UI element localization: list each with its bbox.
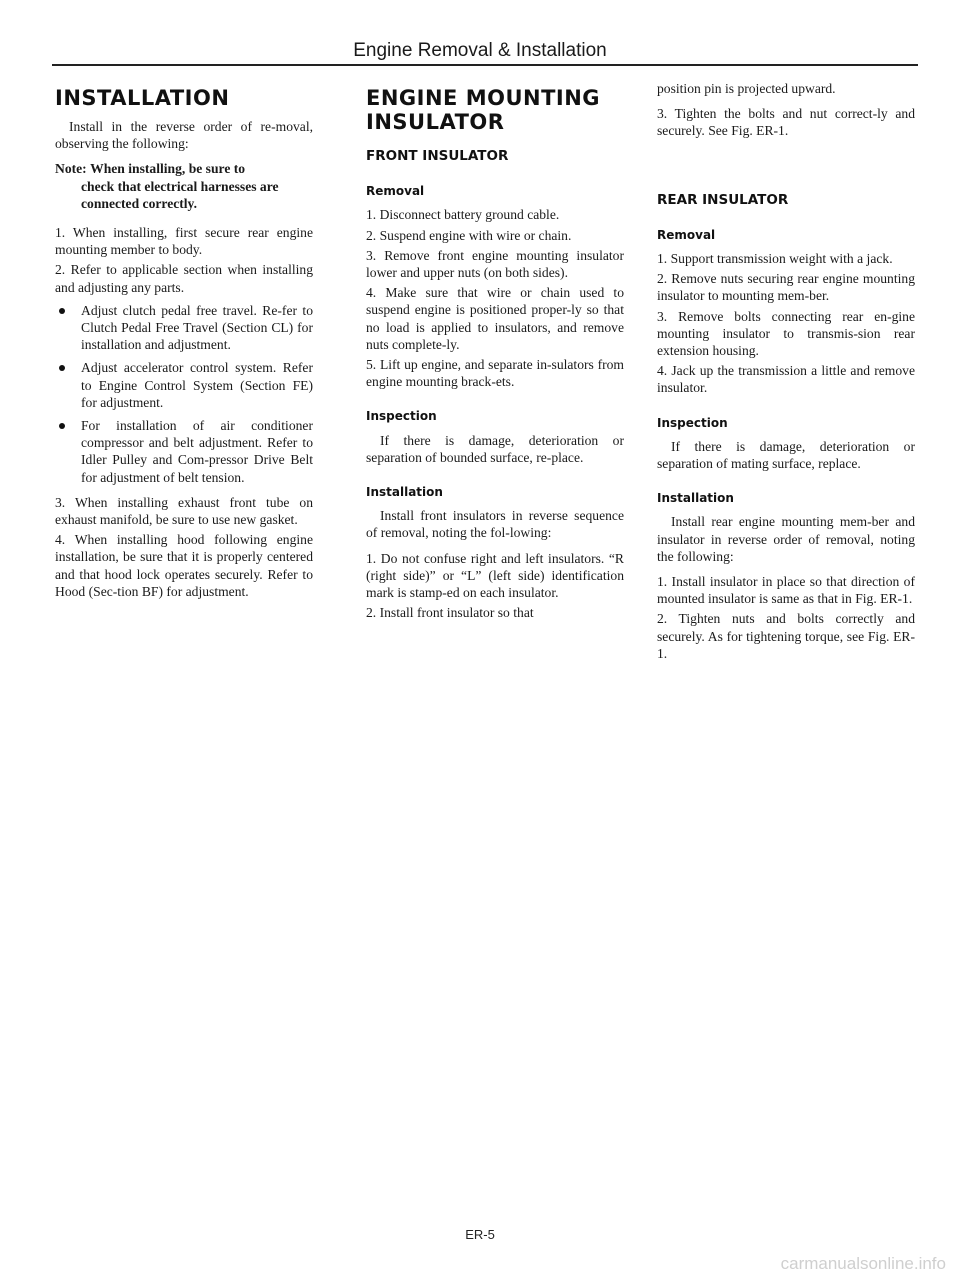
bullet-item xyxy=(55,417,313,486)
front-installation-step: 2. Install front insulator so that xyxy=(366,605,534,621)
front-installation-text: Install front insulators in reverse sequence of removal, noting the fol-lowing: xyxy=(366,508,624,541)
front-installation-step: 3. Tighten the bolts and nut correct-ly and securely. See Fig. ER-1. xyxy=(657,106,915,139)
front-installation-step: 1. Do not confuse right and left insulators. “R (right side)” or “L” (left side) identification mark is stamp-ed on each insulator. xyxy=(366,550,624,601)
front-removal-step: 1. Disconnect battery ground cable. xyxy=(366,207,560,223)
rear-installation-step: 2. Tighten nuts and bolts correctly and securely. As for tightening torque, see Fig. ER-1. xyxy=(657,611,915,661)
bullet-icon xyxy=(59,365,65,371)
installation-bullet-list xyxy=(55,302,313,486)
note-label: Note: xyxy=(55,161,87,177)
bullet-text: For installation of air conditioner compressor and belt adjustment. Refer to Idler Pulley and Com-pressor Drive Belt for adjustment of belt tension. xyxy=(81,418,313,485)
front-removal-heading: Removal xyxy=(366,184,425,199)
rear-inspection-heading: Inspection xyxy=(657,415,728,430)
rear-removal-step: 3. Remove bolts connecting rear en-gine mounting insulator to transmis-sion rear extension housing. xyxy=(657,308,915,359)
column-installation xyxy=(55,80,313,603)
front-inspection-heading: Inspection xyxy=(366,409,437,424)
front-removal-step: 4. Make sure that wire or chain used to suspend engine is positioned proper-ly so that no load is applied to insulators, and remove nuts complete-ly. xyxy=(366,285,624,352)
page-number: ER-5 xyxy=(465,1227,495,1242)
installation-note xyxy=(55,160,313,212)
installation-step: 2. Refer to applicable section when installing and adjusting any parts. xyxy=(55,262,313,295)
bullet-icon xyxy=(59,308,65,314)
front-installation-heading: Installation xyxy=(366,485,443,500)
engine-mounting-heading: ENGINE MOUNTING INSULATOR xyxy=(366,86,601,134)
watermark: carmanualsonline.info xyxy=(780,1254,946,1273)
front-insulator-heading: FRONT INSULATOR xyxy=(366,148,509,164)
note-first-line: When installing, be sure to xyxy=(90,161,246,177)
bullet-icon xyxy=(59,423,65,429)
column-rear-insulator xyxy=(657,80,915,665)
rear-removal-heading: Removal xyxy=(657,227,716,242)
bullet-item xyxy=(55,359,313,411)
bullet-text: Adjust accelerator control system. Refer to Engine Control System (Section FE) for adjustment. xyxy=(81,360,313,410)
rear-inspection-text: If there is damage, deterioration or separation of mating surface, replace. xyxy=(657,438,915,472)
rear-installation-step: 1. Install insulator in place so that direction of mounted insulator is same as that in Fig. ER-1. xyxy=(657,574,915,607)
rear-removal-step: 2. Remove nuts securing rear engine mounting insulator to mounting mem-ber. xyxy=(657,271,915,304)
installation-step: 4. When installing hood following engine installation, be sure that it is properly centered and that hood lock operates securely. Refer to Hood (Sec-tion BF) for adjustment. xyxy=(55,532,313,599)
front-removal-step: 2. Suspend engine with wire or chain. xyxy=(366,227,572,243)
rear-insulator-heading: REAR INSULATOR xyxy=(657,191,789,208)
front-removal-step: 5. Lift up engine, and separate in-sulators from engine mounting brack-ets. xyxy=(366,357,624,390)
installation-heading: INSTALLATION xyxy=(55,86,230,110)
front-installation-continued: position pin is projected upward. xyxy=(657,81,836,96)
page-header-title: Engine Removal & Installation xyxy=(353,40,607,61)
installation-intro: Install in the reverse order of re-moval, observing the following: xyxy=(55,119,313,152)
installation-step: 1. When installing, first secure rear engine mounting member to body. xyxy=(55,225,313,258)
rear-installation-text: Install rear engine mounting mem-ber and insulator in reverse order of removal, noting the following: xyxy=(657,514,915,564)
note-body: check that electrical harnesses are connected correctly. xyxy=(81,178,279,211)
installation-step: 3. When installing exhaust front tube on exhaust manifold, be sure to use new gasket. xyxy=(55,494,313,528)
bullet-text: Adjust clutch pedal free travel. Re-fer to Clutch Pedal Free Travel (Section CL) for installation and adjustment. xyxy=(81,302,313,353)
column-front-insulator xyxy=(366,80,624,624)
front-inspection-text: If there is damage, deterioration or separation of bounded surface, re-place. xyxy=(366,432,624,465)
rear-removal-step: 4. Jack up the transmission a little and remove insulator. xyxy=(657,363,915,396)
front-removal-step: 3. Remove front engine mounting insulator lower and upper nuts (on both sides). xyxy=(366,247,624,281)
rear-installation-heading: Installation xyxy=(657,491,734,506)
rear-removal-step: 1. Support transmission weight with a jack. xyxy=(657,251,893,267)
header-divider xyxy=(52,64,918,66)
bullet-item xyxy=(55,302,313,354)
